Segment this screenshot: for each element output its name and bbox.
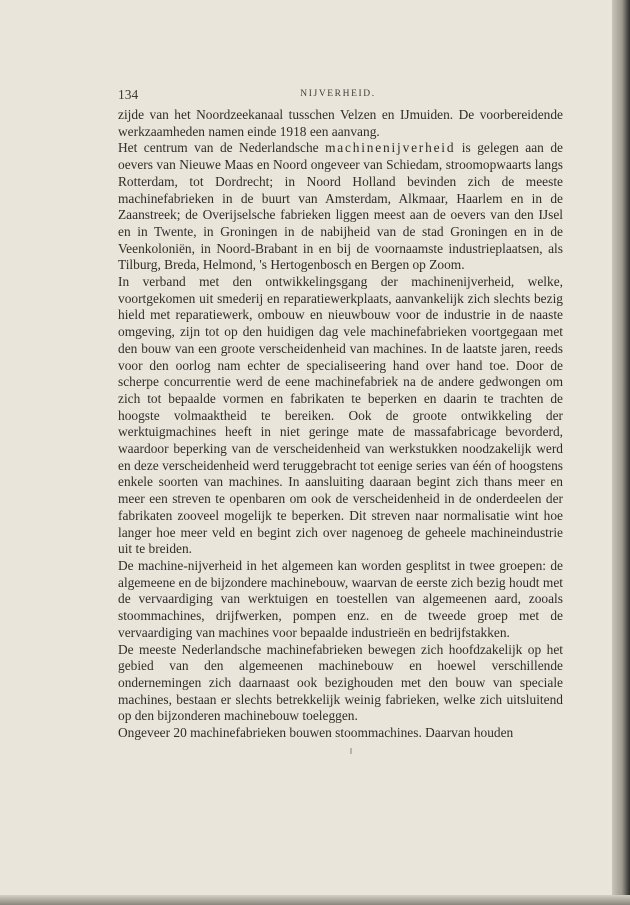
paragraph bbox=[118, 140, 563, 274]
paragraph-text: zijde van het Noordzeekanaal tusschen Velzen en IJmuiden. De voorbereidende werkzaamheden namen einde 1918 een aanvang. bbox=[118, 107, 563, 139]
page-edge-shadow bbox=[612, 0, 630, 905]
paragraph bbox=[118, 107, 563, 140]
page-header bbox=[118, 87, 558, 103]
paragraph-text: Ongeveer 20 machinefabrieken bouwen stoommachines. Daarvan houden bbox=[118, 725, 514, 741]
page-number: 134 bbox=[118, 87, 139, 102]
paragraph-text: In verband met den ontwikkelingsgang der machinenijverheid, welke, voortgekomen uit smederij en reparatiewerkplaats, aanvankelijk zich slechts bezig hield met reparatiewerk, ombouw en nieuwbouw voor de industrie in de naaste omgeving, zijn tot op den huidigen dag vele machinefabrieken voortgegaan met den bouw van een groote verscheidenheid van machines. In de laatste jaren, reeds voor den oorlog nam echter de specialiseering hand over hand toe. Door de scherpe concurrentie werd de eene machinefabriek na de andere gedwongen om zich tot bepaalde vormen en fabrikaten te beperken en daarin te trachten de hoogste volmaaktheid te bereiken. Ook de groote ontwikkeling der werktuigmachines heeft in niet geringe mate de massafabricage bevorderd, waardoor beperking van de verscheidenheid van werkstukken noodzakelijk werd en deze verscheidenheid werd teruggebracht tot eenige series van één of hoogstens enkele soorten van machines. In aansluiting daaraan begint zich thans meer en meer een streven te openbaren om ook de verscheidenheid in de onderdeelen der fabrikaten zooveel mogelijk te beperken. Dit streven naar normalisatie wint hoe langer hoe meer veld en begint zich over nagenoeg de geheele machineindustrie uit te breiden. bbox=[118, 274, 563, 557]
paragraph bbox=[118, 558, 563, 642]
page-bottom-shadow bbox=[0, 895, 630, 905]
paragraph-text: Het centrum van de Nederlandsche bbox=[118, 140, 326, 156]
paragraph bbox=[118, 642, 563, 726]
paragraph-text: De meeste Nederlandsche machinefabrieken bewegen zich hoofdzakelijk op het gebied van den algemeenen machinebouw en hoewel verschillende ondernemingen zich daarnaast ook bezighouden met den bouw van speciale machines, bestaan er slechts betrekkelijk weinig fabrieken, welke zich uitsluitend op den bijzonderen machinebouw toeleggen. bbox=[118, 641, 563, 724]
paragraph bbox=[118, 274, 563, 558]
paragraph bbox=[118, 725, 563, 742]
paragraph-text: De machine-nijverheid in het algemeen kan worden gesplitst in twee groepen: de algemeene en de bijzondere machinebouw, waarvan de eerste zich bezig houdt met de vervaardiging van werktuigen en toestellen van algemeenen aard, zooals stoommachines, drijfwerken, pompen enz. en de tweede groep met de vervaardiging van machines voor bepaalde industrieën en bedrijfstakken. bbox=[118, 557, 563, 640]
emphasized-term: machinenijverheid bbox=[325, 140, 456, 156]
body-text bbox=[118, 107, 563, 742]
paragraph-text: is gelegen aan de oevers van Nieuwe Maas en Noord ongeveer van Schiedam, stroomopwaarts langs Rotterdam, tot Dordrecht; in Noord Holland bevinden zich de meeste machinefabrieken in de buurt van Amsterdam, Alkmaar, Haarlem en in de Zaanstreek; de Overijselsche fabrieken liggen meest aan de oevers van den IJsel en in Twente, in Groningen in de nabijheid van de stad Groningen en in de Veenkoloniën, in Noord-Brabant in en bij de voornaamste industrieplaatsen, als Tilburg, Breda, Helmond, 's Hertogenbosch en Bergen op Zoom. bbox=[118, 140, 563, 273]
paper-speck bbox=[350, 748, 352, 754]
running-head: NIJVERHEID. bbox=[300, 89, 376, 99]
